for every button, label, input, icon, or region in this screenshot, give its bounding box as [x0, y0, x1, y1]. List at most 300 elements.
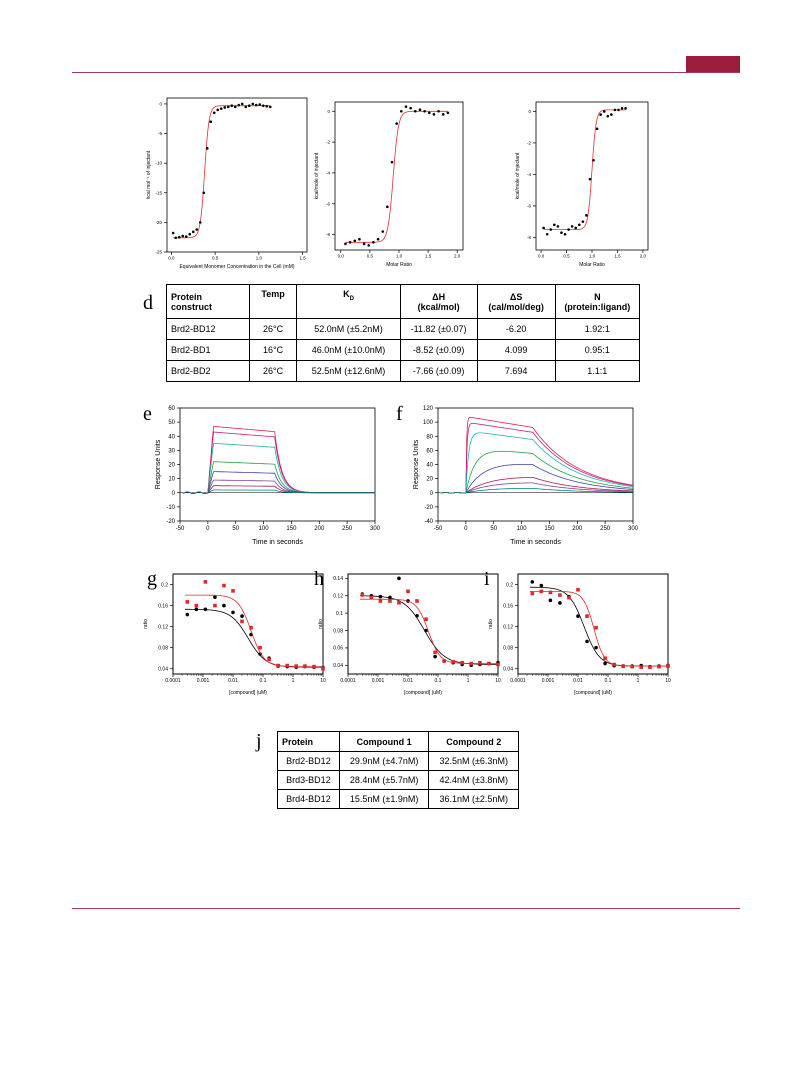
x-tick-label: 1.0: [255, 255, 263, 261]
x-tick-label: 10: [320, 678, 326, 684]
data-point: [377, 238, 380, 241]
data-point: [406, 590, 410, 594]
sensorgram-series: [441, 417, 633, 493]
fit-curve: [360, 596, 499, 665]
header-tab: [686, 56, 740, 72]
x-tick-label: 2.0: [639, 253, 647, 259]
table-cell: 26°C: [249, 361, 297, 382]
x-tick-label: -50: [175, 526, 185, 532]
data-point: [230, 104, 233, 107]
x-tick-label: 0.1: [604, 678, 612, 684]
y-tick-label: -2: [526, 140, 531, 146]
x-tick-label: 300: [627, 526, 639, 532]
data-point: [423, 110, 426, 113]
fit-curve: [173, 106, 270, 238]
data-point: [222, 604, 226, 608]
y-axis-label: ratio: [318, 619, 324, 629]
x-axis-label: [compound] (uM): [404, 690, 442, 696]
y-tick-label: -5: [157, 131, 162, 137]
y-tick-label: 0.12: [503, 624, 513, 631]
x-tick-label: 0.5: [211, 255, 219, 261]
data-point: [251, 103, 254, 106]
table-cell: 1.92:1: [555, 319, 639, 340]
data-point: [344, 243, 347, 246]
data-point: [558, 601, 562, 605]
y-tick-label: 50: [168, 420, 175, 427]
data-point: [255, 104, 258, 107]
data-point: [234, 106, 237, 109]
x-tick-label: 200: [314, 526, 325, 532]
data-point: [192, 231, 195, 234]
data-point: [265, 105, 268, 108]
x-axis-label: Molar Ratio: [579, 262, 605, 268]
y-tick-label: -2: [325, 139, 330, 145]
panel-label-f: f: [396, 403, 403, 425]
fit-curve: [346, 111, 448, 242]
y-tick-label: 0: [528, 109, 531, 115]
x-tick-label: 10: [495, 678, 501, 684]
x-tick-label: 0.5: [563, 253, 570, 259]
data-point: [186, 600, 190, 604]
y-axis-label: kcal/mole of injectant: [515, 152, 521, 200]
data-point: [612, 663, 616, 667]
table-cell: 42.4nM (±3.8nM): [429, 771, 519, 790]
y-tick-label: -20: [424, 504, 433, 511]
data-point: [442, 113, 445, 116]
y-tick-label: -10: [155, 160, 162, 166]
data-point: [617, 109, 620, 112]
data-point: [188, 233, 191, 236]
data-point: [585, 614, 589, 618]
x-tick-label: 0.001: [371, 678, 385, 684]
y-tick-label: 80: [426, 434, 433, 441]
panel-label-j: j: [256, 730, 262, 752]
data-point: [405, 105, 408, 108]
dose-response-g: [138, 570, 333, 705]
sensorgram-series: [441, 423, 633, 493]
table-cell: 4.099: [477, 340, 555, 361]
y-tick-label: 0: [171, 490, 175, 497]
data-point: [428, 111, 431, 114]
y-tick-label: -6: [526, 203, 531, 209]
y-tick-label: -20: [166, 519, 175, 526]
x-tick-label: 0.1: [259, 678, 267, 684]
table-cell: Brd3-BD12: [278, 771, 340, 790]
x-tick-label: 1: [636, 678, 640, 684]
table-cell: 15.5nM (±1.9nM): [339, 790, 429, 809]
data-point: [206, 147, 209, 150]
y-tick-label: 0.08: [503, 645, 513, 652]
table-row: [167, 340, 640, 361]
data-point: [594, 626, 598, 630]
table-row: [167, 319, 640, 340]
data-point: [621, 664, 625, 668]
panel-label-h: h: [314, 568, 324, 590]
table-cell: -8.52 (±0.09): [400, 340, 477, 361]
itc-plot-2: [314, 90, 475, 275]
panel-label-e: e: [143, 403, 152, 425]
y-tick-label: 20: [168, 462, 175, 469]
data-point: [185, 235, 188, 238]
x-tick-label: 1: [466, 678, 470, 684]
y-axis-label: ratio: [143, 619, 149, 629]
data-point: [549, 599, 553, 603]
table-cell: 0.95:1: [555, 340, 639, 361]
table-row: [167, 361, 640, 382]
data-point: [353, 239, 356, 242]
data-point: [564, 233, 567, 236]
data-point: [567, 596, 571, 600]
table-header: ΔH (kcal/mol): [400, 285, 477, 319]
plot-frame: [167, 98, 307, 252]
itc-plot-1: [140, 90, 315, 275]
data-point: [216, 109, 219, 112]
table-cell: 52.0nM (±5.2nM): [297, 319, 400, 340]
data-point: [549, 228, 552, 231]
table-header: Protein construct: [167, 285, 250, 319]
table-cell: 29.9nM (±4.7nM): [339, 752, 429, 771]
data-point: [370, 596, 374, 600]
data-point: [285, 664, 289, 668]
y-tick-label: -8: [325, 232, 330, 238]
table-cell: Brd2-BD12: [278, 752, 340, 771]
data-point: [379, 599, 383, 603]
fit-curve: [544, 110, 626, 230]
data-point: [195, 607, 199, 611]
y-tick-label: 100: [422, 420, 433, 427]
data-point: [386, 206, 389, 209]
y-tick-label: -10: [166, 504, 175, 511]
y-tick-label: 60: [426, 448, 433, 455]
data-point: [276, 664, 280, 668]
data-point: [447, 111, 450, 114]
data-point: [395, 122, 398, 125]
data-point: [531, 592, 535, 596]
x-tick-label: 150: [544, 526, 555, 532]
spr-sensorgram-f: [408, 402, 643, 552]
y-tick-label: 10: [168, 476, 175, 483]
panel-label-g: g: [147, 568, 157, 590]
x-tick-label: 250: [600, 526, 611, 532]
data-point: [546, 233, 549, 236]
data-point: [585, 214, 588, 217]
x-axis-label: [compound] (uM): [574, 690, 612, 696]
x-tick-label: 0.01: [573, 678, 583, 684]
y-tick-label: -4: [526, 172, 531, 178]
x-tick-label: 0: [464, 526, 468, 532]
data-point: [220, 107, 223, 110]
plot-frame: [180, 408, 375, 521]
y-tick-label: 20: [426, 476, 433, 483]
y-tick-label: -15: [155, 190, 162, 196]
table-cell: 52.5nM (±12.6nM): [297, 361, 400, 382]
data-point: [227, 106, 230, 109]
x-tick-label: 0.0001: [340, 678, 356, 684]
data-point: [424, 617, 428, 621]
y-tick-label: 120: [422, 406, 433, 413]
data-point: [269, 106, 272, 109]
data-point: [433, 113, 436, 116]
spr-sensorgram-e: [150, 402, 385, 552]
panel-label-i: i: [484, 568, 490, 590]
data-point: [409, 107, 412, 110]
data-point: [349, 241, 352, 244]
data-point: [361, 593, 365, 597]
fit-curve: [530, 591, 669, 666]
data-point: [199, 221, 202, 224]
table-cell: 36.1nM (±2.5nM): [429, 790, 519, 809]
data-point: [267, 657, 271, 661]
table-cell: 16°C: [249, 340, 297, 361]
data-point: [372, 241, 375, 244]
sensorgram-series: [183, 472, 375, 494]
data-point: [358, 238, 361, 241]
y-tick-label: 0: [429, 490, 433, 497]
data-point: [553, 224, 556, 227]
footer-rule: [72, 908, 740, 909]
data-point: [557, 225, 560, 228]
data-point: [258, 103, 261, 106]
data-point: [213, 604, 217, 608]
data-point: [249, 626, 253, 630]
y-tick-label: 0.08: [158, 645, 168, 652]
data-point: [391, 161, 394, 164]
y-tick-label: -8: [526, 234, 531, 240]
table-header: N (protein:ligand): [555, 285, 639, 319]
data-point: [415, 599, 419, 603]
x-axis-label: Time in seconds: [252, 539, 303, 546]
x-tick-label: 1: [291, 678, 295, 684]
panel-label-d: d: [143, 292, 153, 314]
data-point: [599, 113, 602, 116]
x-tick-label: 250: [342, 526, 353, 532]
table-cell: 32.5nM (±6.3nM): [429, 752, 519, 771]
table-cell: -6.20: [477, 319, 555, 340]
data-point: [181, 235, 184, 238]
data-point: [542, 227, 545, 230]
data-point: [195, 604, 199, 608]
x-tick-label: 0.01: [403, 678, 413, 684]
table-cell: Brd2-BD2: [167, 361, 250, 382]
data-point: [388, 596, 392, 600]
table-row: [278, 790, 519, 809]
data-point: [209, 120, 212, 123]
data-point: [621, 107, 624, 110]
data-point: [589, 178, 592, 181]
table-header: Compound 1: [339, 732, 429, 752]
data-point: [415, 614, 419, 618]
y-tick-label: -25: [155, 249, 162, 255]
x-tick-label: 0.0: [337, 253, 344, 259]
data-point: [397, 577, 401, 581]
data-point: [451, 660, 455, 664]
y-tick-label: 0.12: [333, 593, 343, 600]
x-axis-label: Molar Ratio: [386, 262, 412, 268]
table-cell: 7.694: [477, 361, 555, 382]
data-point: [258, 646, 262, 650]
data-point: [603, 662, 607, 666]
y-tick-label: 0.08: [333, 628, 343, 635]
table-cell: 26°C: [249, 319, 297, 340]
table-cell: Brd4-BD12: [278, 790, 340, 809]
x-tick-label: 200: [572, 526, 583, 532]
x-tick-label: 1.5: [614, 253, 621, 259]
data-point: [596, 127, 599, 130]
data-point: [614, 109, 617, 112]
header-rule: [72, 72, 740, 73]
x-tick-label: 10: [665, 678, 671, 684]
y-tick-label: 0.12: [158, 624, 168, 631]
y-tick-label: 0.2: [161, 582, 168, 589]
data-point: [666, 664, 670, 668]
y-tick-label: -4: [325, 170, 330, 176]
x-tick-label: 0: [206, 526, 210, 532]
table-cell: 28.4nM (±5.7nM): [339, 771, 429, 790]
data-point: [540, 584, 544, 588]
fit-curve: [185, 595, 324, 667]
y-tick-label: 0.04: [503, 666, 513, 673]
table-cell: -11.82 (±0.07): [400, 319, 477, 340]
data-point: [240, 614, 244, 618]
data-point: [248, 104, 251, 107]
dose-response-i: [483, 570, 673, 705]
y-tick-label: 0.16: [503, 603, 513, 610]
data-point: [178, 236, 181, 239]
data-point: [222, 584, 226, 588]
data-point: [419, 108, 422, 111]
data-point: [560, 231, 563, 234]
x-tick-label: 1.0: [395, 253, 403, 259]
data-point: [578, 224, 581, 227]
y-tick-label: -40: [424, 519, 433, 526]
x-tick-label: 1.5: [299, 255, 306, 261]
data-point: [303, 664, 307, 668]
fit-curve: [360, 599, 499, 663]
data-point: [433, 650, 437, 654]
x-axis-label: Time in seconds: [510, 539, 561, 546]
x-tick-label: 50: [232, 526, 240, 532]
x-tick-label: 1.5: [424, 253, 432, 259]
data-point: [195, 228, 198, 231]
data-point: [367, 244, 370, 247]
data-point: [414, 110, 417, 113]
data-point: [630, 665, 634, 669]
data-point: [381, 230, 384, 233]
data-point: [223, 106, 226, 109]
data-point: [172, 232, 175, 235]
data-point: [442, 659, 446, 663]
table-cell: 46.0nM (±10.0nM): [297, 340, 400, 361]
data-point: [460, 661, 464, 665]
y-axis-label: kcal mol⁻¹ of injectant: [146, 150, 152, 200]
data-point: [531, 580, 535, 584]
data-point: [648, 665, 652, 669]
data-point: [213, 595, 217, 599]
table-header: $K_D$: [297, 285, 400, 319]
table-cell: 1.1:1: [555, 361, 639, 382]
x-tick-label: 0.001: [196, 678, 210, 684]
plot-frame: [536, 102, 648, 250]
x-tick-label: 0.0: [537, 253, 545, 259]
x-tick-label: 0.0: [168, 255, 175, 261]
data-point: [400, 110, 403, 113]
x-tick-label: 150: [286, 526, 297, 532]
data-point: [379, 595, 383, 599]
data-point: [582, 220, 585, 223]
fit-curve: [185, 609, 324, 667]
table-header: Temp: [249, 285, 297, 319]
data-point: [186, 613, 190, 617]
data-point: [567, 228, 570, 231]
y-tick-label: 0.16: [158, 603, 168, 610]
data-point: [624, 107, 627, 110]
x-tick-label: 100: [516, 526, 527, 532]
x-tick-label: 300: [369, 526, 381, 532]
data-point: [657, 665, 661, 669]
table-header: Protein: [278, 732, 340, 752]
data-point: [585, 640, 589, 644]
y-tick-label: 40: [168, 434, 175, 441]
y-tick-label: 0.1: [336, 610, 343, 617]
table-cell: Brd2-BD12: [167, 319, 250, 340]
data-point: [294, 664, 298, 668]
data-point: [549, 591, 553, 595]
data-point: [202, 191, 205, 194]
y-tick-label: 0.04: [158, 666, 168, 673]
data-point: [571, 225, 574, 228]
y-tick-label: 0: [327, 108, 330, 114]
table-cell: -7.66 (±0.09): [400, 361, 477, 382]
x-tick-label: 0.0001: [510, 678, 526, 684]
data-point: [594, 646, 598, 650]
y-tick-label: 60: [168, 406, 175, 413]
data-point: [592, 159, 595, 162]
data-point: [574, 227, 577, 230]
x-tick-label: 0.01: [228, 678, 238, 684]
dose-response-h: [313, 570, 503, 705]
data-point: [639, 665, 643, 669]
data-point: [540, 590, 544, 594]
itc-summary-table: [166, 284, 640, 382]
data-point: [603, 656, 607, 660]
data-point: [262, 104, 265, 107]
x-tick-label: 2.0: [454, 253, 461, 259]
data-point: [437, 110, 440, 113]
data-point: [388, 599, 392, 603]
x-axis-label: Equivalent Monomer Concentration in the Cell (mM): [179, 264, 295, 270]
x-tick-label: -50: [433, 526, 443, 532]
x-tick-label: 0.001: [541, 678, 555, 684]
data-point: [213, 112, 216, 115]
y-tick-label: -6: [325, 201, 330, 207]
itc-plot-3: [500, 90, 655, 275]
data-point: [433, 655, 437, 659]
data-point: [237, 104, 240, 107]
sensorgram-series: [183, 490, 375, 494]
x-tick-label: 0.5: [366, 253, 374, 259]
y-tick-label: 0.04: [333, 663, 343, 670]
data-point: [478, 661, 482, 665]
table-row: [278, 771, 519, 790]
y-tick-label: 0.14: [333, 576, 343, 583]
x-tick-label: 50: [490, 526, 498, 532]
y-axis-label: Response Units: [413, 439, 420, 490]
data-point: [576, 588, 580, 592]
y-tick-label: 0.2: [506, 582, 513, 589]
data-point: [603, 110, 606, 113]
y-tick-label: -20: [155, 219, 162, 225]
y-tick-label: 0: [159, 101, 162, 107]
